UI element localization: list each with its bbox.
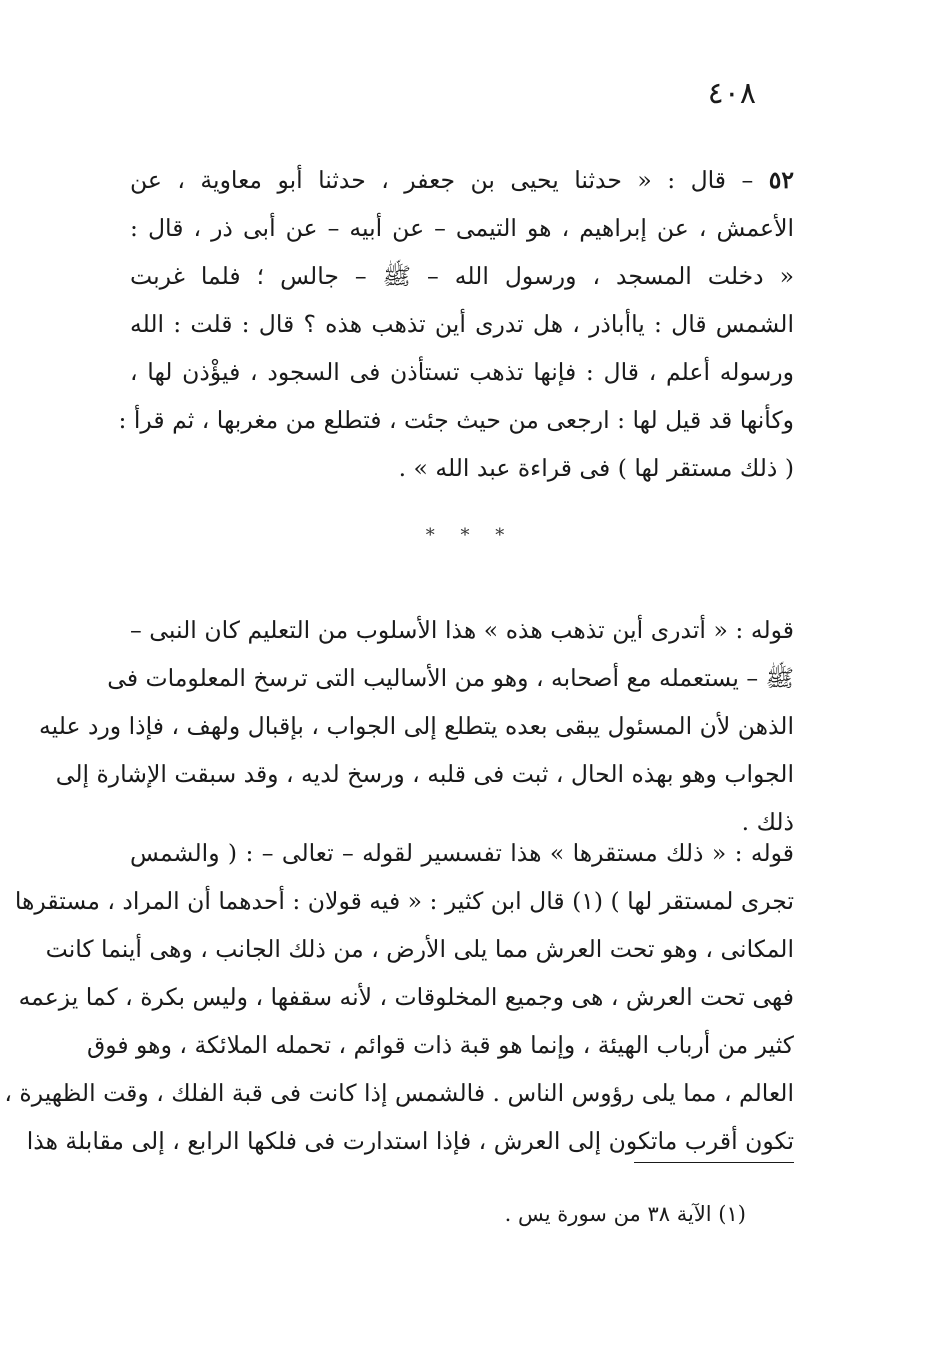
hadith-paragraph — [118, 156, 794, 492]
text-line: كثير من أرباب الهيئة ، وإنما هو قبة ذات قوائم ، تحمله الملائكة ، وهو فوق — [86, 1031, 794, 1059]
footnote: (١) الآية ٣٨ من سورة يس . — [504, 1202, 746, 1226]
commentary-paragraph-1 — [39, 606, 794, 846]
text-line: تجرى لمستقر لها ) (١) قال ابن كثير : « فيه قولان : أحدهما أن المراد ، مستقرها — [14, 887, 794, 915]
text-line: الأعمش ، عن إبراهيم ، هو التيمى – عن أبيه – عن أبى ذر ، قال : — [130, 214, 794, 242]
text-line: ذلك . — [741, 808, 794, 836]
text-line: المكانى ، وهو تحت العرش مما يلى الأرض ، من ذلك الجانب ، وهى أينما كانت — [45, 935, 794, 963]
footnote-divider — [634, 1162, 794, 1163]
text-line: وكأنها قد قيل لها : ارجعى من حيث جئت ، فتطلع من مغربها ، ثم قرأ : — [118, 406, 794, 434]
commentary-paragraph-2 — [4, 829, 794, 1165]
text-line: ٥٢ – قال : « حدثنا يحيى بن جعفر ، حدثنا أبو معاوية ، عن — [130, 166, 794, 194]
text-line: « دخلت المسجد ، ورسول الله – ﷺ – جالس ؛ فلما غربت — [130, 262, 794, 290]
text-line: تكون أقرب ماتكون إلى العرش ، فإذا استدارت فى فلكها الرابع ، إلى مقابلة هذا — [26, 1127, 794, 1155]
text-line: ( ذلك مستقر لها ) فى قراءة عبد الله » . — [398, 454, 794, 482]
hadith-number: ٥٢ — [768, 166, 794, 194]
text-line: الذهن لأن المسئول يبقى بعده يتطلع إلى الجواب ، بإقبال ولهف ، فإذا ورد عليه — [39, 712, 794, 740]
text-line: ﷺ – يستعمله مع أصحابه ، وهو من الأساليب التى ترسخ المعلومات فى — [107, 664, 794, 692]
text-line: العالم ، مما يلى رؤوس الناس . فالشمس إذا كانت فى قبة الفلك ، وقت الظهيرة ، — [4, 1079, 794, 1107]
text-line: قوله : « أتدرى أين تذهب هذه » هذا الأسلوب من التعليم كان النبى – — [130, 616, 794, 644]
page-number: ٤٠٨ — [707, 76, 756, 111]
text-line: ورسوله أعلم ، قال : فإنها تذهب تستأذن فى السجود ، فيؤْذن لها ، — [130, 358, 794, 386]
text-line: الجواب وهو بهذه الحال ، ثبت فى قلبه ، ورسخ لديه ، وقد سبقت الإشارة إلى — [55, 760, 794, 788]
text-line: الشمس قال : ياأباذر ، هل تدرى أين تذهب هذه ؟ قال : قلت : الله — [130, 310, 794, 338]
text-line: قوله : « ذلك مستقرها » هذا تفسسير لقوله – تعالى – : ( والشمس — [130, 839, 794, 867]
text-line: فهى تحت العرش ، هى وجميع المخلوقات ، لأنه سقفها ، وليس بكرة ، كما يزعمه — [18, 983, 794, 1011]
section-separator: * * * — [425, 525, 515, 546]
